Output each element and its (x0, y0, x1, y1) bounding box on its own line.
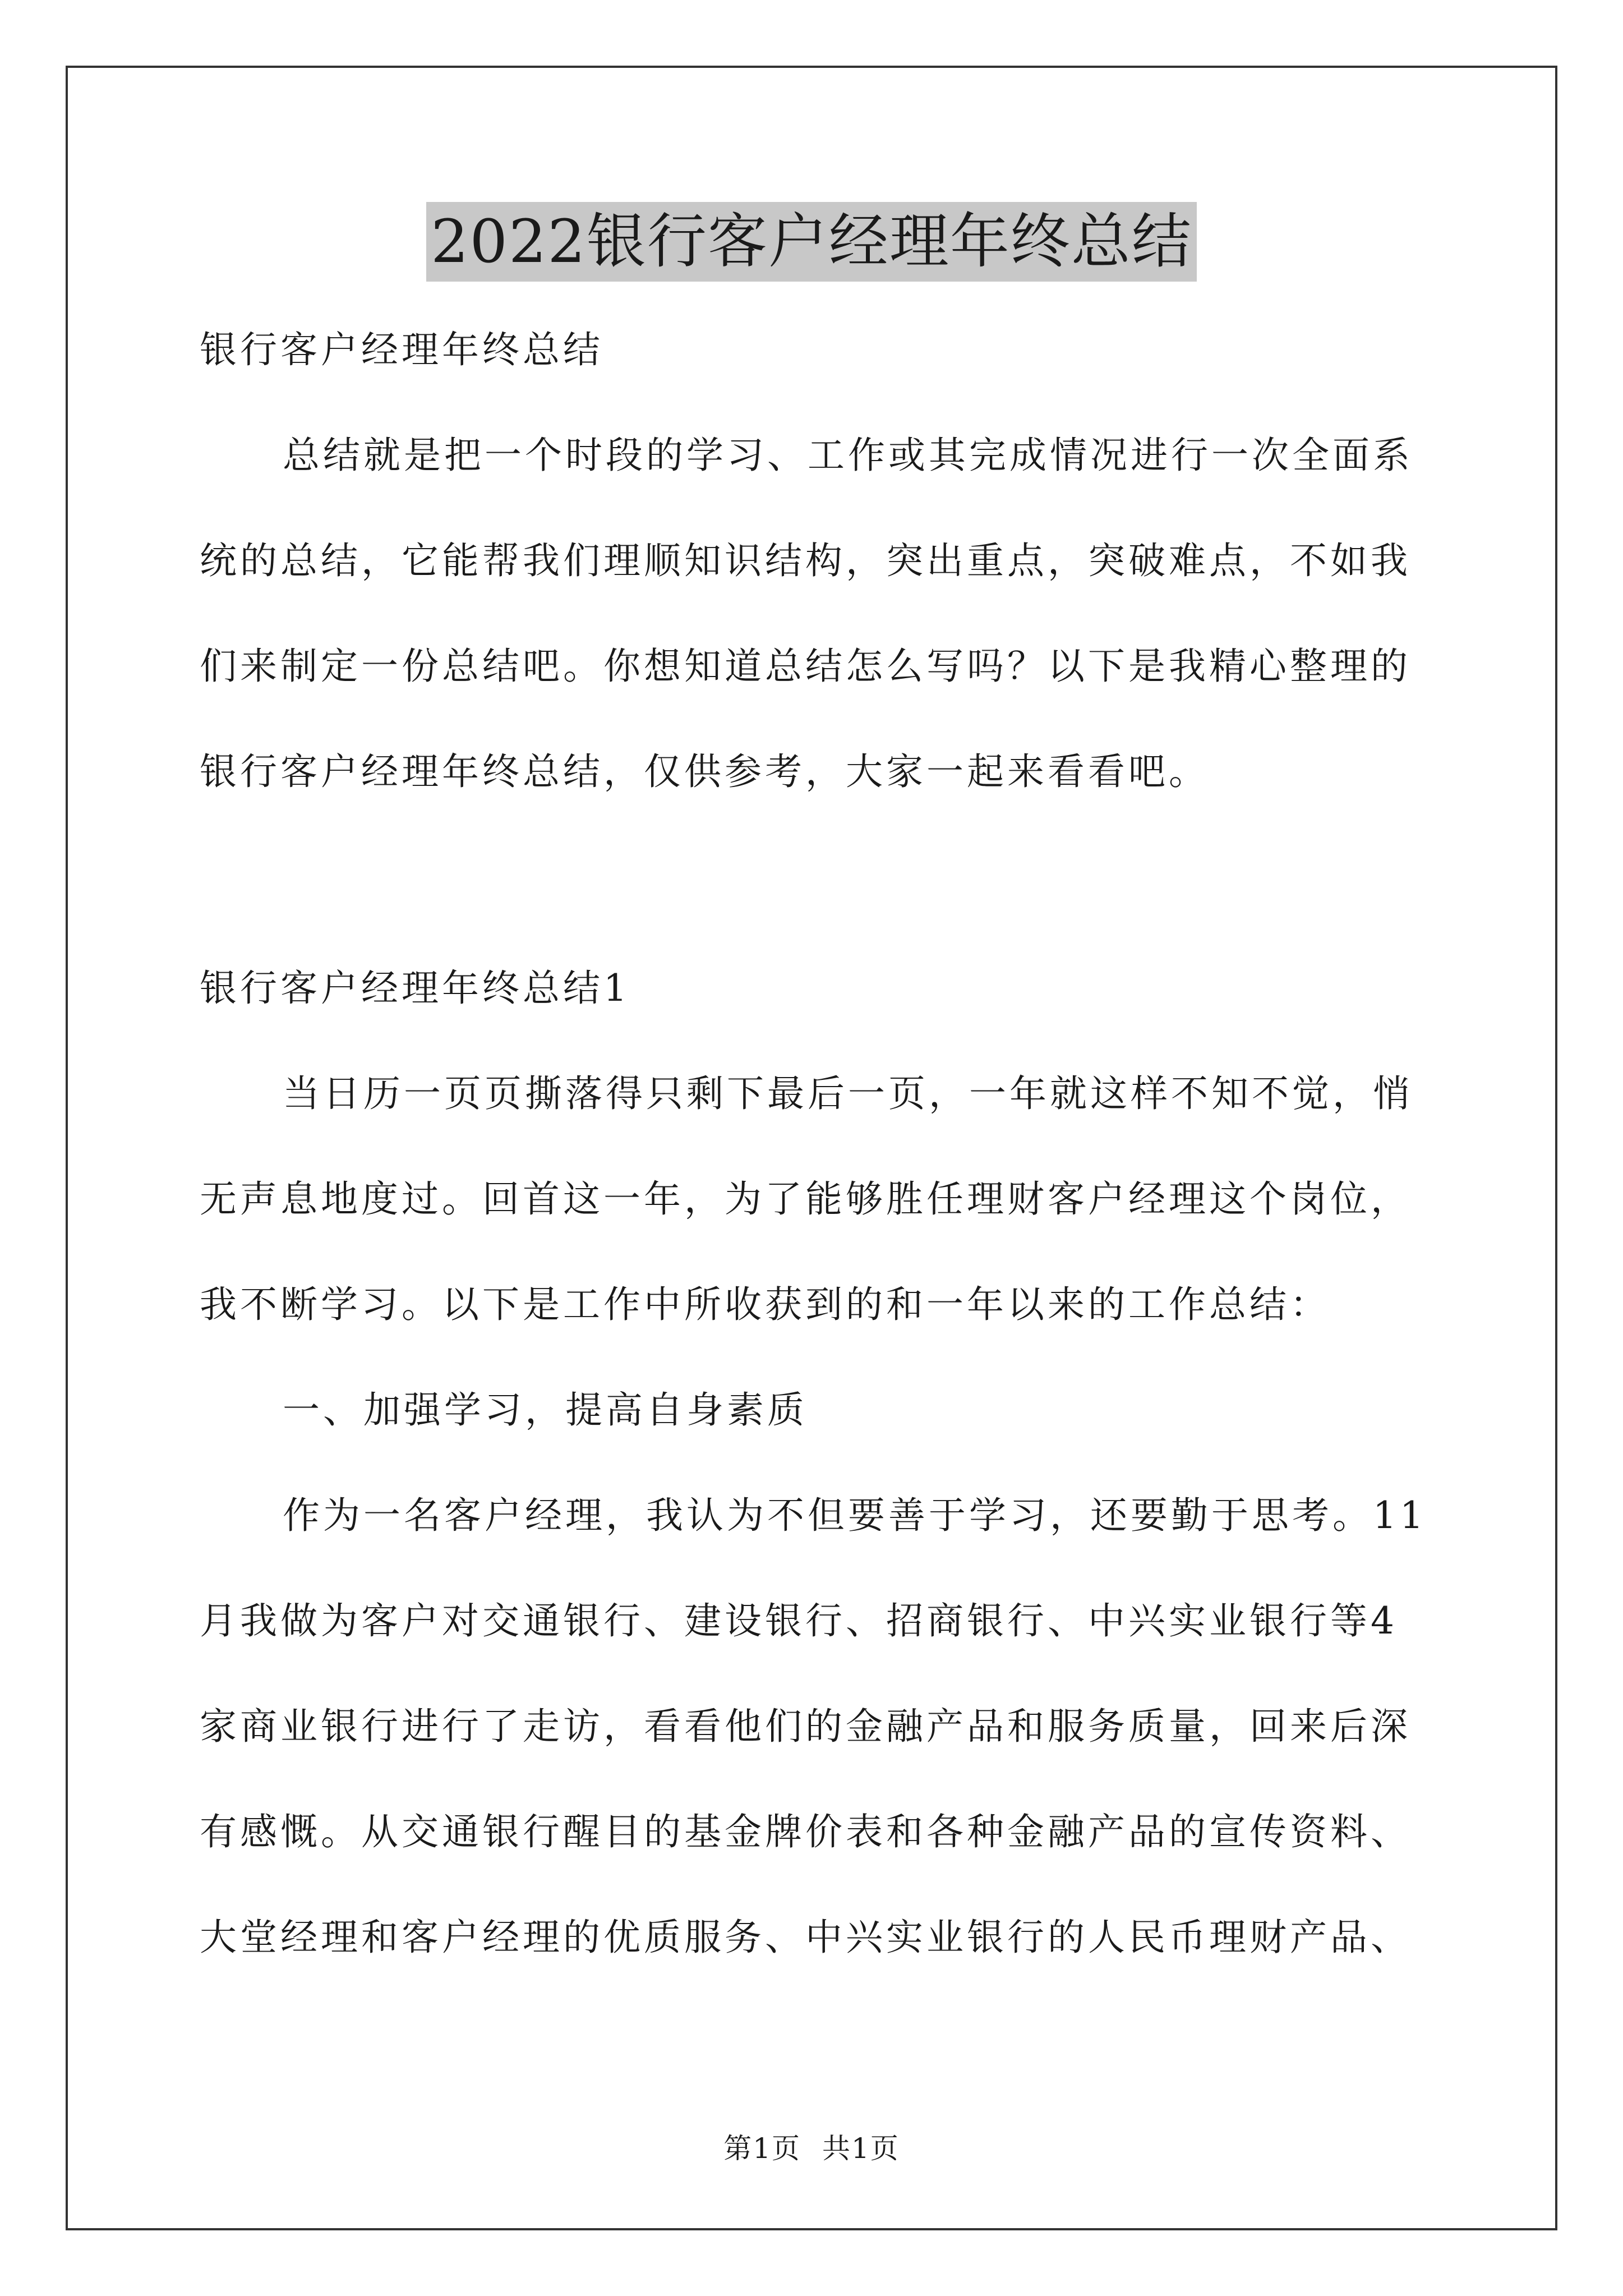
paragraph-line: 家商业银行进行了走访，看看他们的金融产品和服务质量，回来后深 (200, 1705, 1411, 1748)
section-heading: 一、加强学习，提高自身素质 (283, 1388, 808, 1432)
page-footer (0, 2132, 1623, 2165)
intro-line: 银行客户经理年终总结，仅供参考，大家一起来看看吧。 (200, 750, 1209, 793)
intro-line: 总结就是把一个时段的学习、工作或其完成情况进行一次全面系 (283, 434, 1413, 477)
title-container (0, 202, 1623, 282)
section-spacer (200, 825, 1433, 936)
intro-line: 们来制定一份总结吧。你想知道总结怎么写吗？以下是我精心整理的 (200, 645, 1411, 688)
paragraph-line: 大堂经理和客户经理的优质服务、中兴实业银行的人民币理财产品、 (200, 1916, 1411, 1959)
paragraph-line: 我不断学习。以下是工作中所收获到的和一年以来的工作总结： (200, 1283, 1330, 1326)
page-number: 第1页 (723, 2132, 801, 2165)
subtitle: 银行客户经理年终总结 (200, 328, 603, 371)
paragraph-line: 当日历一页页撕落得只剩下最后一页，一年就这样不知不觉，悄 (283, 1072, 1413, 1115)
section-title: 银行客户经理年终总结1 (200, 967, 630, 1010)
paragraph-line: 作为一名客户经理，我认为不但要善于学习，还要勤于思考。11 (283, 1494, 1427, 1537)
page-total: 共1页 (822, 2132, 900, 2165)
paragraph-line: 月我做为客户对交通银行、建设银行、招商银行、中兴实业银行等4 (200, 1599, 1398, 1642)
paragraph-line: 无声息地度过。回首这一年，为了能够胜任理财客户经理这个岗位， (200, 1177, 1411, 1221)
paragraph-line: 有感慨。从交通银行醒目的基金牌价表和各种金融产品的宣传资料、 (200, 1810, 1411, 1853)
document-body (200, 297, 1433, 1990)
intro-line: 统的总结，它能帮我们理顺知识结构，突出重点，突破难点，不如我 (200, 539, 1411, 582)
document-title: 2022银行客户经理年终总结 (426, 202, 1197, 282)
